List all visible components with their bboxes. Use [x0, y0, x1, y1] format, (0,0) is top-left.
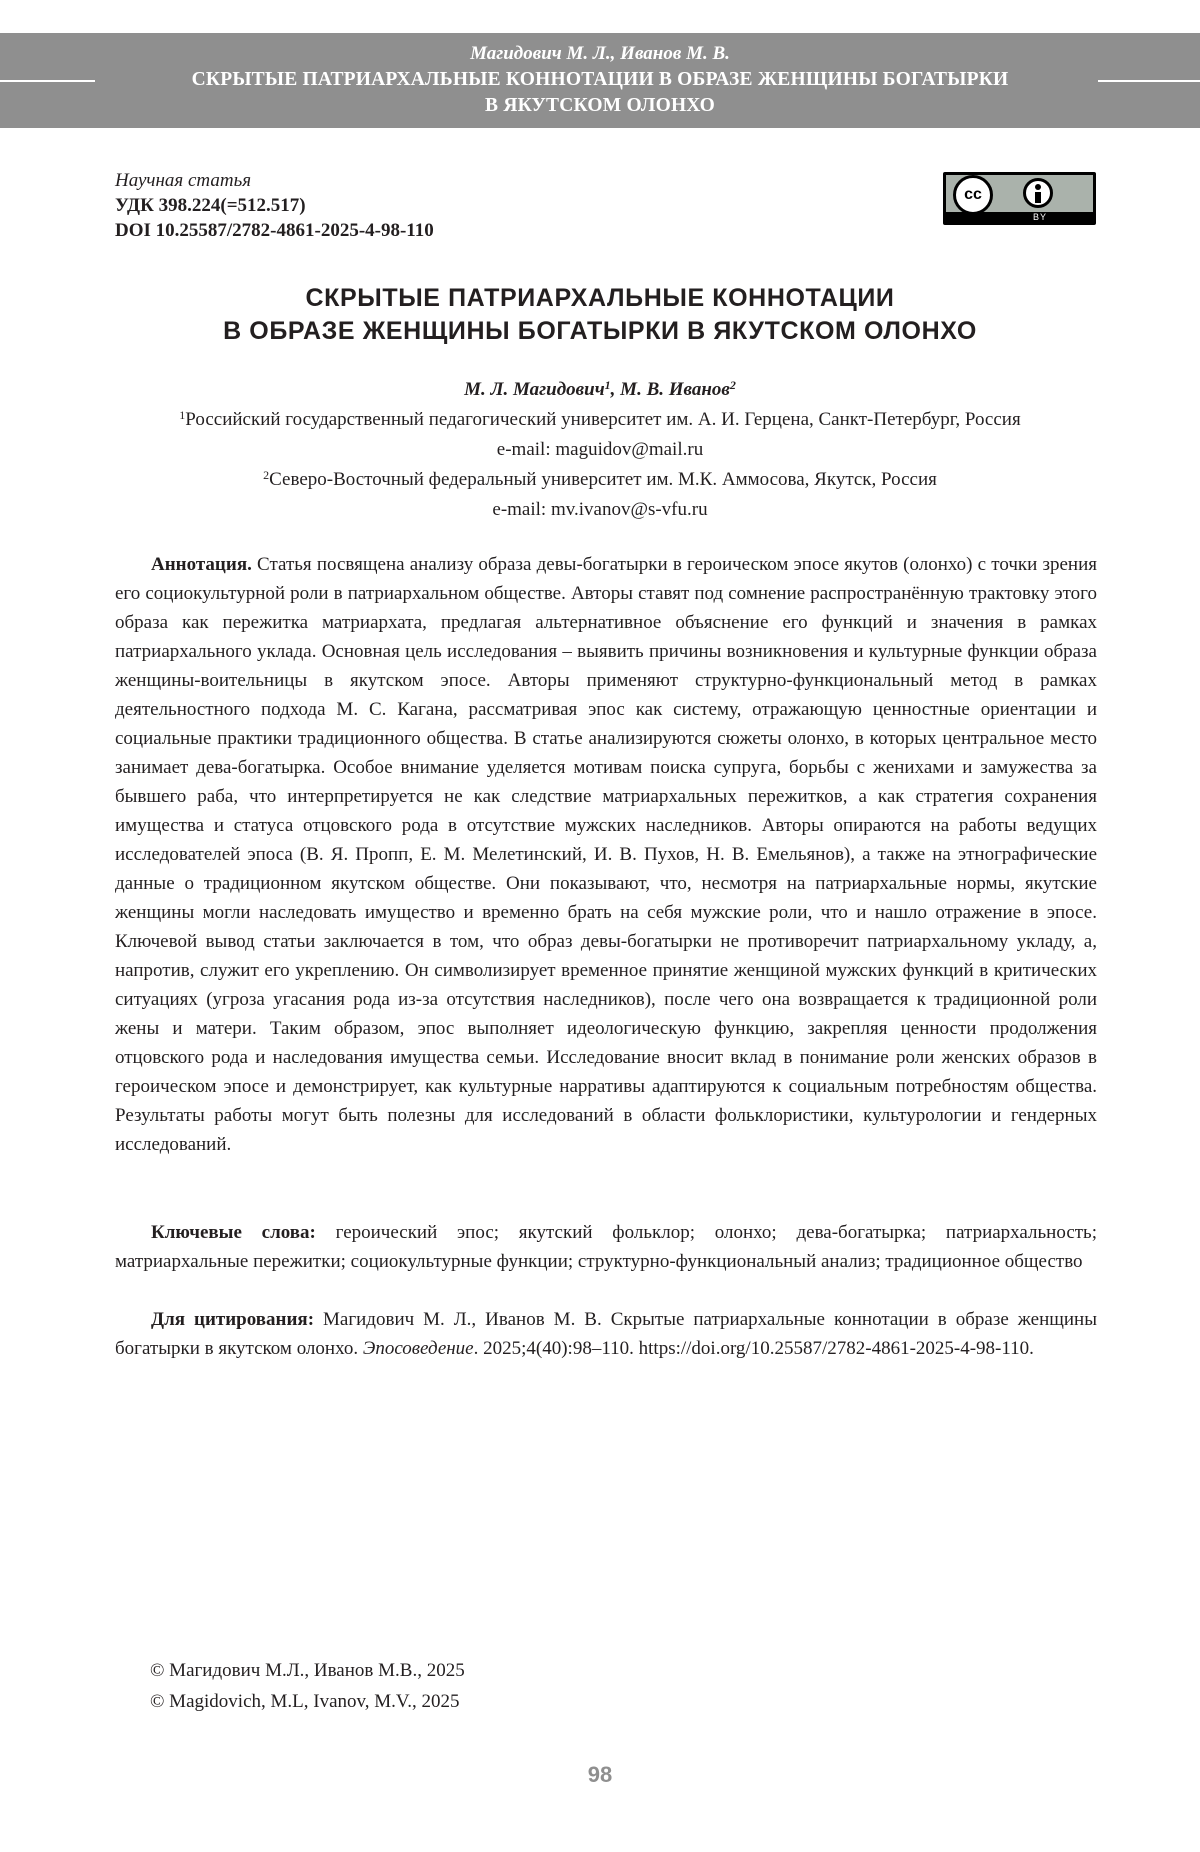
keywords-text: героический эпос; якутский фольклор; олонхо; дева-богатырка; патриархальность; матриархальные пережитки; социокультурные функции; структурно-функциональный анализ; традиционное общество [115, 1222, 1097, 1272]
affiliation-1: Российский государственный педагогический университет им. А. И. Герцена, Санкт-Петербург, Россия [185, 409, 1021, 430]
article-type: Научная статья [115, 170, 252, 191]
abstract-text: Статья посвящена анализу образа девы-богатырки в героическом эпосе якутов (олонхо) с точки зрения его социокультурной роли в патриархальном обществе. Авторы ставят под сомнение распространённую трактовку этого образа как пережитка матриархата, предлагая альтернативное объяснение его функций и значения в рамках патриархального уклада. Основная цель исследования – выявить причины возникновения и культурные функции образа женщины-воительницы в якутском эпосе. Авторы применяют структурно-функциональный метод в рамках деятельностного подхода М. С. Кагана, рассматривая эпос как систему, отражающую ценностные ориентации и социальные практики традиционного общества. В статье анализируются сюжеты олонхо, в которых центральное место занимает дева-богатырка. Особое внимание уделяется мотивам поиска супруга, борьбы с женихами и замужества за бывшего раба, что интерпретируется не как следствие матриархальных пережитков, а как стратегия сохранения имущества и статуса отцовского рода в отсутствие мужских наследников. Авторы опираются на работы ведущих исследователей эпоса (В. Я. Пропп, Е. М. Мелетинский, И. В. Пухов, Н. В. Емельянов), а также на этнографические данные о традиционном якутском обществе. Они показывают, что, несмотря на патриархальные нормы, якутские женщины могли наследовать имущество и временно брать на себя мужские роли, что и нашло отражение в эпосе. Ключевой вывод статьи заключается в том, что образ девы-богатырки не противоречит патриархальному укладу, а, напротив, служит его укреплению. Он символизирует временное принятие женщиной мужских функций в критических ситуациях (угроза угасания рода из-за отсутствия наследников), после чего она возвращается к традиционной роли жены и матери. Таким образом, эпос выполняет идеологическую функцию, закрепляя ценности продолжения отцовского рода и наследования имущества семьи. Исследование вносит вклад в понимание роли женских образов в героическом эпосе и демонстрирует, как культурные нарративы адаптируются к социальным потребностям общества. Результаты работы могут быть полезны для исследований в области фольклористики, культурологии и гендерных исследований. [115, 554, 1097, 1155]
citation [115, 1305, 1097, 1363]
attribution-person-icon [1023, 178, 1053, 208]
cc-icon: cc [953, 175, 993, 215]
abstract-paragraph [115, 550, 1097, 1159]
copyright-block [150, 1655, 465, 1717]
by-label: BY [1033, 212, 1048, 222]
udk-code: УДК 398.224(=512.517) [115, 195, 306, 216]
author-list [0, 376, 1200, 404]
header-rule-right [1098, 80, 1200, 82]
abstract-label: Аннотация. [151, 554, 252, 575]
page-number: 98 [587, 1762, 613, 1787]
running-header-title-line-1: СКРЫТЫЕ ПАТРИАРХАЛЬНЫЕ КОННОТАЦИИ В ОБРАЗЕ ЖЕНЩИНЫ БОГАТЫРКИ [191, 69, 1009, 90]
affiliation-2-mark: 2 [263, 468, 270, 482]
article-title-line-1: СКРЫТЫЕ ПАТРИАРХАЛЬНЫЕ КОННОТАЦИИ [305, 284, 895, 312]
keywords-label: Ключевые слова: [151, 1222, 316, 1243]
article-title-line-2: В ОБРАЗЕ ЖЕНЩИНЫ БОГАТЫРКИ В ЯКУТСКОМ ОЛОНХО [223, 317, 977, 345]
citation-text-after: . 2025;4(40):98–110. https://doi.org/10.25587/2782-4861-2025-4-98-110. [473, 1338, 1034, 1359]
header-rule-left [0, 80, 95, 82]
cc-by-license-badge[interactable] [943, 172, 1096, 225]
author-1: М. Л. Магидович [464, 379, 605, 400]
affiliation-2: Северо-Восточный федеральный университет им. М.К. Аммосова, Якутск, Россия [269, 469, 937, 490]
citation-text-before: Магидович М. Л., Иванов М. В. Скрытые патриархальные коннотации в образе женщины богатырки в якутском олонхо. [115, 1309, 1097, 1359]
author-2: М. В. Иванов [620, 379, 730, 400]
email-2[interactable]: e-mail: mv.ivanov@s-vfu.ru [492, 499, 708, 520]
abstract [115, 550, 1097, 1159]
affiliation-1-line [0, 406, 1200, 434]
running-header-title-line-2: В ЯКУТСКОМ ОЛОНХО [485, 95, 715, 116]
copyright-ru: © Магидович М.Л., Иванов М.В., 2025 [150, 1660, 465, 1681]
email-1[interactable]: e-mail: maguidov@mail.ru [496, 439, 704, 460]
doi: DOI 10.25587/2782-4861-2025-4-98-110 [115, 220, 434, 241]
affiliation-1-mark: 1 [179, 408, 186, 422]
citation-paragraph [115, 1305, 1097, 1363]
running-header [0, 33, 1200, 128]
keywords [115, 1218, 1097, 1276]
affiliation-2-line [0, 466, 1200, 494]
author-separator: , [610, 379, 621, 400]
citation-journal: Эпосоведение [362, 1338, 474, 1359]
author-1-affiliation-mark: 1 [604, 378, 611, 392]
citation-label: Для цитирования: [151, 1309, 315, 1330]
keywords-paragraph [115, 1218, 1097, 1276]
running-header-authors: Магидович М. Л., Иванов М. В. [470, 43, 730, 64]
article-meta [115, 168, 434, 243]
author-2-affiliation-mark: 2 [729, 378, 736, 392]
copyright-en: © Magidovich, M.L, Ivanov, M.V., 2025 [150, 1691, 460, 1712]
